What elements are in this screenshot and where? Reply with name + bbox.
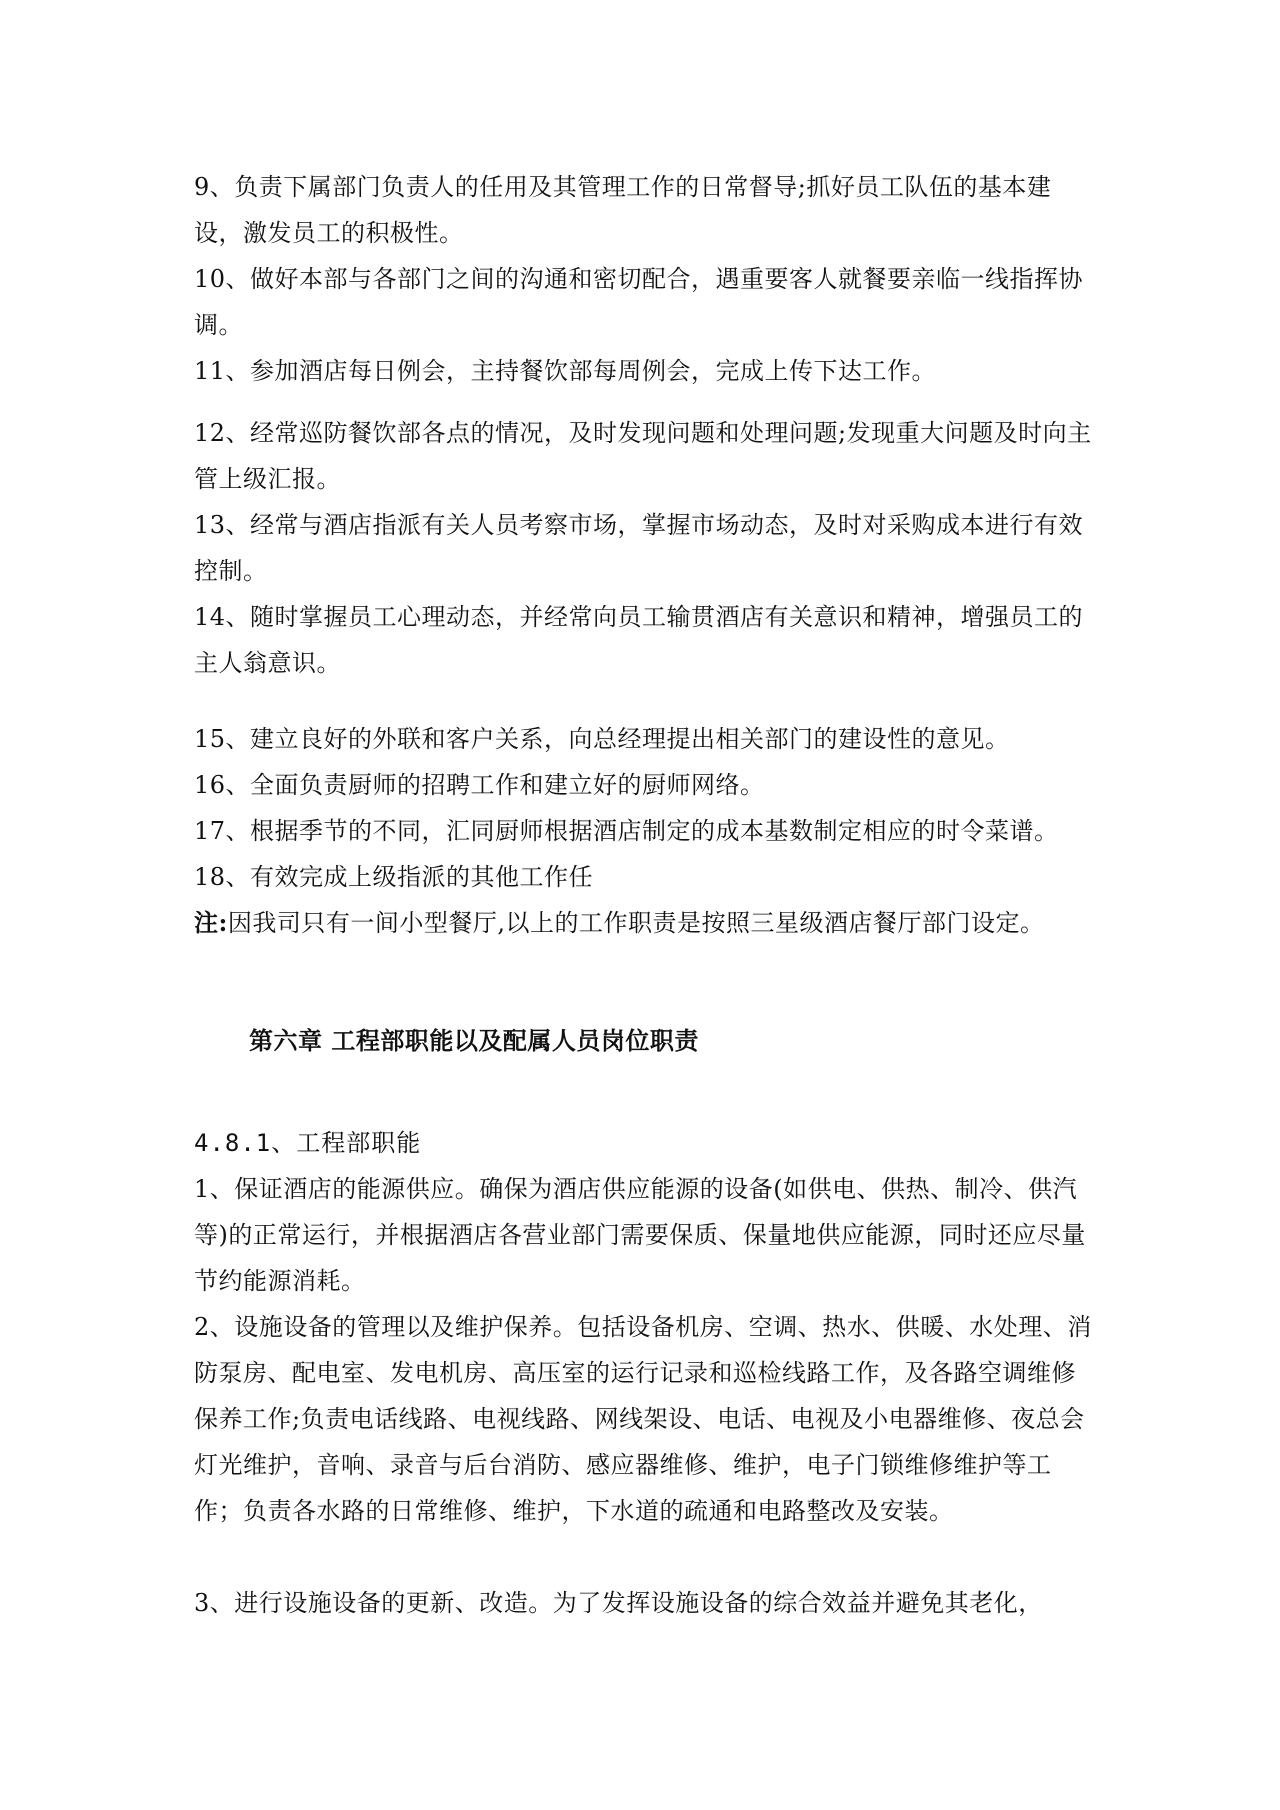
duty-item-11: 11、参加酒店每日例会，主持餐饮部每周例会，完成上传下达工作。	[194, 357, 937, 385]
duty-item-15: 15、建立良好的外联和客户关系，向总经理提出相关部门的建设性的意见。	[194, 725, 1010, 753]
duty-item-17: 17、根据季节的不同，汇同厨师根据酒店制定的成本基数制定相应的时令菜谱。	[194, 817, 1059, 845]
note-label: 注:	[194, 908, 228, 937]
duty-item-18: 18、有效完成上级指派的其他工作任	[194, 863, 594, 891]
duty-item-14: 14、随时掌握员工心理动态，并经常向员工输贯酒店有关意识和精神，增强员工的主人翁意识。	[194, 603, 1084, 677]
chapter-heading: 第六章 工程部职能以及配属人员岗位职责	[249, 1027, 699, 1055]
duty-item-13: 13、经常与酒店指派有关人员考察市场，掌握市场动态，及时对采购成本进行有效控制。	[194, 511, 1084, 585]
duty-item-16: 16、全面负责厨师的招聘工作和建立好的厨师网络。	[194, 771, 765, 799]
function-item-3: 3、进行设施设备的更新、改造。为了发挥设施设备的综合效益并避免其老化，	[194, 1589, 1043, 1617]
note-paragraph	[194, 900, 1092, 946]
function-item-1: 1、保证酒店的能源供应。确保为酒店供应能源的设备(如供电、供热、制冷、供汽等)的正常运行，并根据酒店各营业部门需要保质、保量地供应能源，同时还应尽量节约能源消耗。	[194, 1175, 1086, 1295]
function-item-2: 2、设施设备的管理以及维护保养。包括设备机房、空调、热水、供暖、水处理、消防泵房、配电室、发电机房、高压室的运行记录和巡检线路工作，及各路空调维修保养工作;负责电话线路、电视线路、网线架设、电话、电视及小电器维修、夜总会灯光维护，音响、录音与后台消防、感应器维修、维护，电子门锁维修维护等工作；负责各水路的日常维修、维护，下水道的疏通和电路整改及安装。	[194, 1313, 1092, 1525]
note-text: 因我司只有一间小型餐厅,以上的工作职责是按照三星级酒店餐厅部门设定。	[227, 909, 1045, 937]
duty-item-12: 12、经常巡防餐饮部各点的情况，及时发现问题和处理问题;发现重大问题及时向主管上级汇报。	[194, 419, 1092, 493]
duty-item-9: 9、负责下属部门负责人的任用及其管理工作的日常督导;抓好员工队伍的基本建设，激发员工的积极性。	[194, 173, 1052, 247]
duty-item-10: 10、做好本部与各部门之间的沟通和密切配合，遇重要客人就餐要亲临一线指挥协调。	[194, 265, 1084, 339]
section-number: 4.8.1、工程部职能	[194, 1129, 422, 1157]
